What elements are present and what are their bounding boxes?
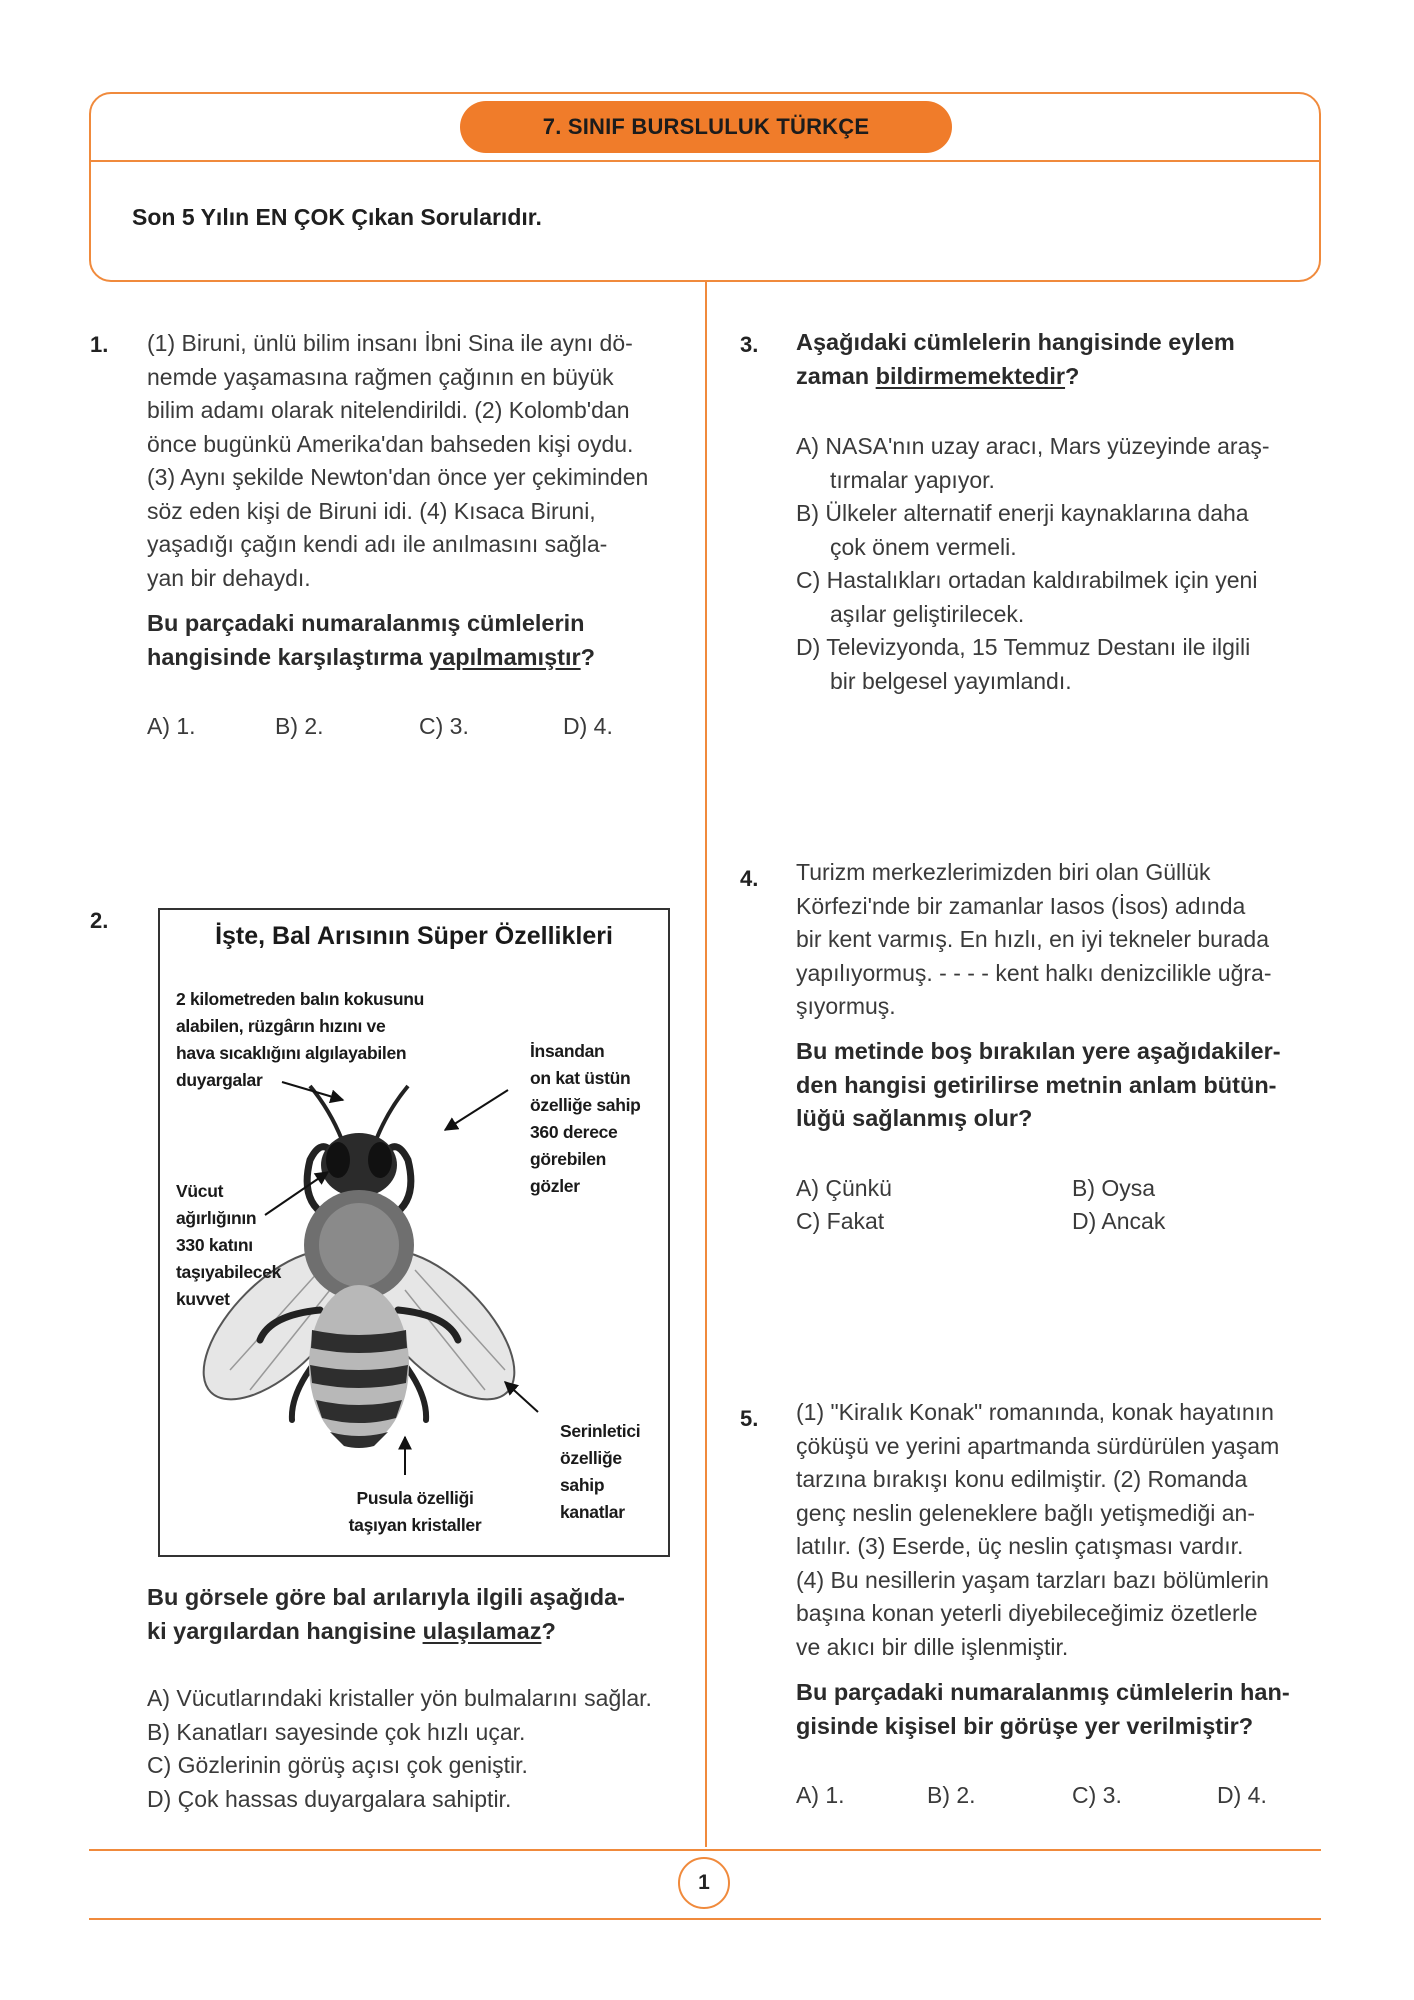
- passage-line: (1) "Kiralık Konak" romanında, konak hayatının: [796, 1399, 1274, 1425]
- passage-line: söz eden kişi de Biruni idi. (4) Kısaca Biruni,: [147, 497, 596, 524]
- question-2-stem: [147, 1581, 707, 1648]
- question-1-stem: [147, 607, 697, 674]
- stem-line: Aşağıdaki cümlelerin hangisinde eylem: [796, 329, 1235, 355]
- label-line: gözler: [530, 1176, 580, 1196]
- question-5-number: 5.: [740, 1406, 759, 1431]
- q2-option-b[interactable]: B) Kanatları sayesinde çok hızlı uçar.: [147, 1718, 526, 1745]
- passage-line: bir kent varmış. En hızlı, en iyi tekneler burada: [796, 926, 1269, 952]
- passage-line: (1) Biruni, ünlü bilim insanı İbni Sina ile aynı dö-: [147, 330, 633, 356]
- option-line: D) Televizyonda, 15 Temmuz Destanı ile ilgili: [796, 634, 1251, 660]
- q3-option-b[interactable]: [796, 497, 1321, 564]
- passage-line: yaşadığı çağın kendi adı ile anılmasını sağla-: [147, 531, 608, 557]
- q1-option-c[interactable]: C) 3.: [419, 713, 469, 739]
- passage-line: yan bir dehaydı.: [147, 564, 311, 591]
- option-line: çok önem vermeli.: [830, 533, 1017, 560]
- figure-title: İşte, Bal Arısının Süper Özellikleri: [215, 922, 613, 950]
- question-4-passage: [796, 856, 1321, 1024]
- stem-line: Bu görsele göre bal arılarıyla ilgili aşağıda-: [147, 1584, 625, 1610]
- label-line: alabilen, rüzgârın hızını ve: [176, 1016, 386, 1036]
- q1-option-b[interactable]: B) 2.: [275, 713, 324, 739]
- stem-line: Bu parçadaki numaralanmış cümlelerin han-: [796, 1679, 1290, 1705]
- question-1-number: 1.: [90, 332, 109, 357]
- q4-option-d[interactable]: D) Ancak: [1072, 1208, 1166, 1234]
- passage-line: bilim adamı olarak nitelendirildi. (2) Kolomb'dan: [147, 397, 630, 423]
- option-line: aşılar geliştirilecek.: [830, 600, 1025, 627]
- stem-line: den hangisi getirilirse metnin anlam bütün-: [796, 1071, 1277, 1098]
- label-line: taşıyabilecek: [176, 1262, 282, 1282]
- label-line: hava sıcaklığını algılayabilen: [176, 1043, 407, 1063]
- label-line: görebilen: [530, 1149, 607, 1169]
- label-line: Vücut: [176, 1181, 224, 1201]
- question-5-stem: [796, 1676, 1321, 1743]
- stem-line: [796, 360, 1316, 394]
- question-4-number: 4.: [740, 866, 759, 891]
- q2-option-d[interactable]: D) Çok hassas duyargalara sahiptir.: [147, 1785, 512, 1812]
- question-5-passage: [796, 1396, 1321, 1664]
- passage-line: ve akıcı bir dille işlenmiştir.: [796, 1633, 1069, 1660]
- label-line: on kat üstün: [530, 1068, 631, 1088]
- q2-option-a[interactable]: A) Vücutlarındaki kristaller yön bulmalarını sağlar.: [147, 1685, 652, 1711]
- stem-text: zaman: [796, 362, 876, 389]
- label-line: 330 katını: [176, 1235, 253, 1255]
- passage-line: başına konan yeterli diyebileceğimiz özetlerle: [796, 1600, 1258, 1626]
- stem-text: ?: [541, 1617, 556, 1644]
- stem-line: gisinde kişisel bir görüşe yer verilmiştir?: [796, 1712, 1254, 1739]
- label-strength: [176, 1178, 281, 1313]
- question-3-options: [796, 430, 1321, 698]
- q5-option-b[interactable]: B) 2.: [927, 1782, 976, 1808]
- question-2-number: 2.: [90, 908, 109, 933]
- stem-underlined: bildirmemektedir: [875, 362, 1066, 389]
- q3-option-c[interactable]: [796, 564, 1321, 631]
- question-3-stem: [796, 326, 1316, 393]
- question-3-number: 3.: [740, 332, 759, 357]
- question-1-passage: [147, 327, 687, 595]
- bee-infographic: [158, 908, 670, 1557]
- passage-line: Körfezi'nde bir zamanlar Iasos (İsos) adında: [796, 892, 1246, 919]
- passage-line: nemde yaşamasına rağmen çağının en büyük: [147, 363, 614, 390]
- passage-line: önce bugünkü Amerika'dan bahseden kişi oydu.: [147, 430, 634, 457]
- passage-line: latılır. (3) Eserde, üç neslin çatışması vardır.: [796, 1533, 1244, 1559]
- option-line: A) NASA'nın uzay aracı, Mars yüzeyinde araş-: [796, 433, 1270, 459]
- question-2-options: [147, 1682, 707, 1816]
- q1-option-d[interactable]: D) 4.: [563, 713, 613, 739]
- stem-underlined: yapılmamıştır: [429, 643, 581, 670]
- label-crystals: [330, 1485, 500, 1539]
- label-line: kuvvet: [176, 1289, 230, 1309]
- page-title: 7. SINIF BURSLULUK TÜRKÇE: [460, 101, 952, 153]
- option-line: C) Hastalıkları ortadan kaldırabilmek için yeni: [796, 567, 1258, 593]
- page-subtitle: Son 5 Yılın EN ÇOK Çıkan Sorularıdır.: [132, 204, 542, 230]
- passage-line: Turizm merkezlerimizden biri olan Güllük: [796, 859, 1211, 885]
- stem-line: Bu parçadaki numaralanmış cümlelerin: [147, 610, 585, 636]
- page-number: 1: [678, 1857, 730, 1909]
- passage-line: (4) Bu nesillerin yaşam tarzları bazı bölümlerin: [796, 1566, 1269, 1593]
- header-divider: [89, 160, 1321, 162]
- label-line: ağırlığının: [176, 1208, 257, 1228]
- q1-option-a[interactable]: A) 1.: [147, 713, 196, 739]
- label-line: özelliğe sahip: [530, 1095, 641, 1115]
- q5-option-c[interactable]: C) 3.: [1072, 1782, 1122, 1808]
- label-line: İnsandan: [530, 1041, 605, 1061]
- label-antennae: [176, 986, 424, 1094]
- label-line: sahip: [560, 1475, 605, 1495]
- label-eyes: [530, 1038, 641, 1200]
- stem-underlined: ulaşılamaz: [422, 1617, 542, 1644]
- stem-text: ?: [1065, 362, 1080, 389]
- q4-option-c[interactable]: C) Fakat: [796, 1208, 885, 1234]
- footer-divider-bottom: [89, 1918, 1321, 1920]
- q4-option-b[interactable]: B) Oysa: [1072, 1175, 1156, 1201]
- label-wings: [560, 1418, 640, 1526]
- option-line: bir belgesel yayımlandı.: [830, 667, 1072, 694]
- stem-text: hangisinde karşılaştırma: [147, 643, 430, 670]
- q2-option-c[interactable]: C) Gözlerinin görüş açısı çok geniştir.: [147, 1752, 528, 1778]
- label-line: 2 kilometreden balın kokusunu: [176, 989, 425, 1009]
- passage-line: çöküşü ve yerini apartmanda sürdürülen yaşam: [796, 1432, 1280, 1459]
- q5-option-d[interactable]: D) 4.: [1217, 1782, 1267, 1808]
- label-line: Serinletici: [560, 1421, 641, 1441]
- q3-option-a[interactable]: [796, 430, 1321, 497]
- option-line: B) Ülkeler alternatif enerji kaynaklarına daha: [796, 500, 1249, 526]
- passage-line: yapılıyormuş. - - - - kent halkı denizcilikle uğra-: [796, 959, 1272, 986]
- passage-line: genç neslin geleneklere bağlı yetişmediği an-: [796, 1499, 1256, 1526]
- label-line: duyargalar: [176, 1070, 263, 1090]
- label-line: 360 derece: [530, 1122, 618, 1142]
- q4-option-a[interactable]: A) Çünkü: [796, 1175, 892, 1201]
- footer-divider-top: [89, 1849, 1321, 1851]
- stem-line: Bu metinde boş bırakılan yere aşağıdakiler-: [796, 1038, 1281, 1064]
- stem-line: [147, 641, 697, 675]
- label-line: taşıyan kristaller: [348, 1515, 482, 1535]
- passage-line: (3) Aynı şekilde Newton'dan önce yer çekiminden: [147, 464, 649, 490]
- label-line: kanatlar: [560, 1502, 625, 1522]
- stem-line: [147, 1615, 707, 1649]
- stem-line: lüğü sağlanmış olur?: [796, 1105, 1033, 1131]
- label-line: Pusula özelliği: [356, 1488, 474, 1508]
- option-line: tırmalar yapıyor.: [830, 466, 995, 493]
- stem-text: ?: [580, 643, 595, 670]
- passage-line: tarzına bırakışı konu edilmiştir. (2) Romanda: [796, 1466, 1248, 1492]
- label-line: özelliğe: [560, 1448, 622, 1468]
- q3-option-d[interactable]: [796, 631, 1321, 698]
- question-4-stem: [796, 1035, 1321, 1136]
- passage-line: şıyormuş.: [796, 993, 896, 1019]
- q5-option-a[interactable]: A) 1.: [796, 1782, 845, 1808]
- stem-text: ki yargılardan hangisine: [147, 1617, 423, 1644]
